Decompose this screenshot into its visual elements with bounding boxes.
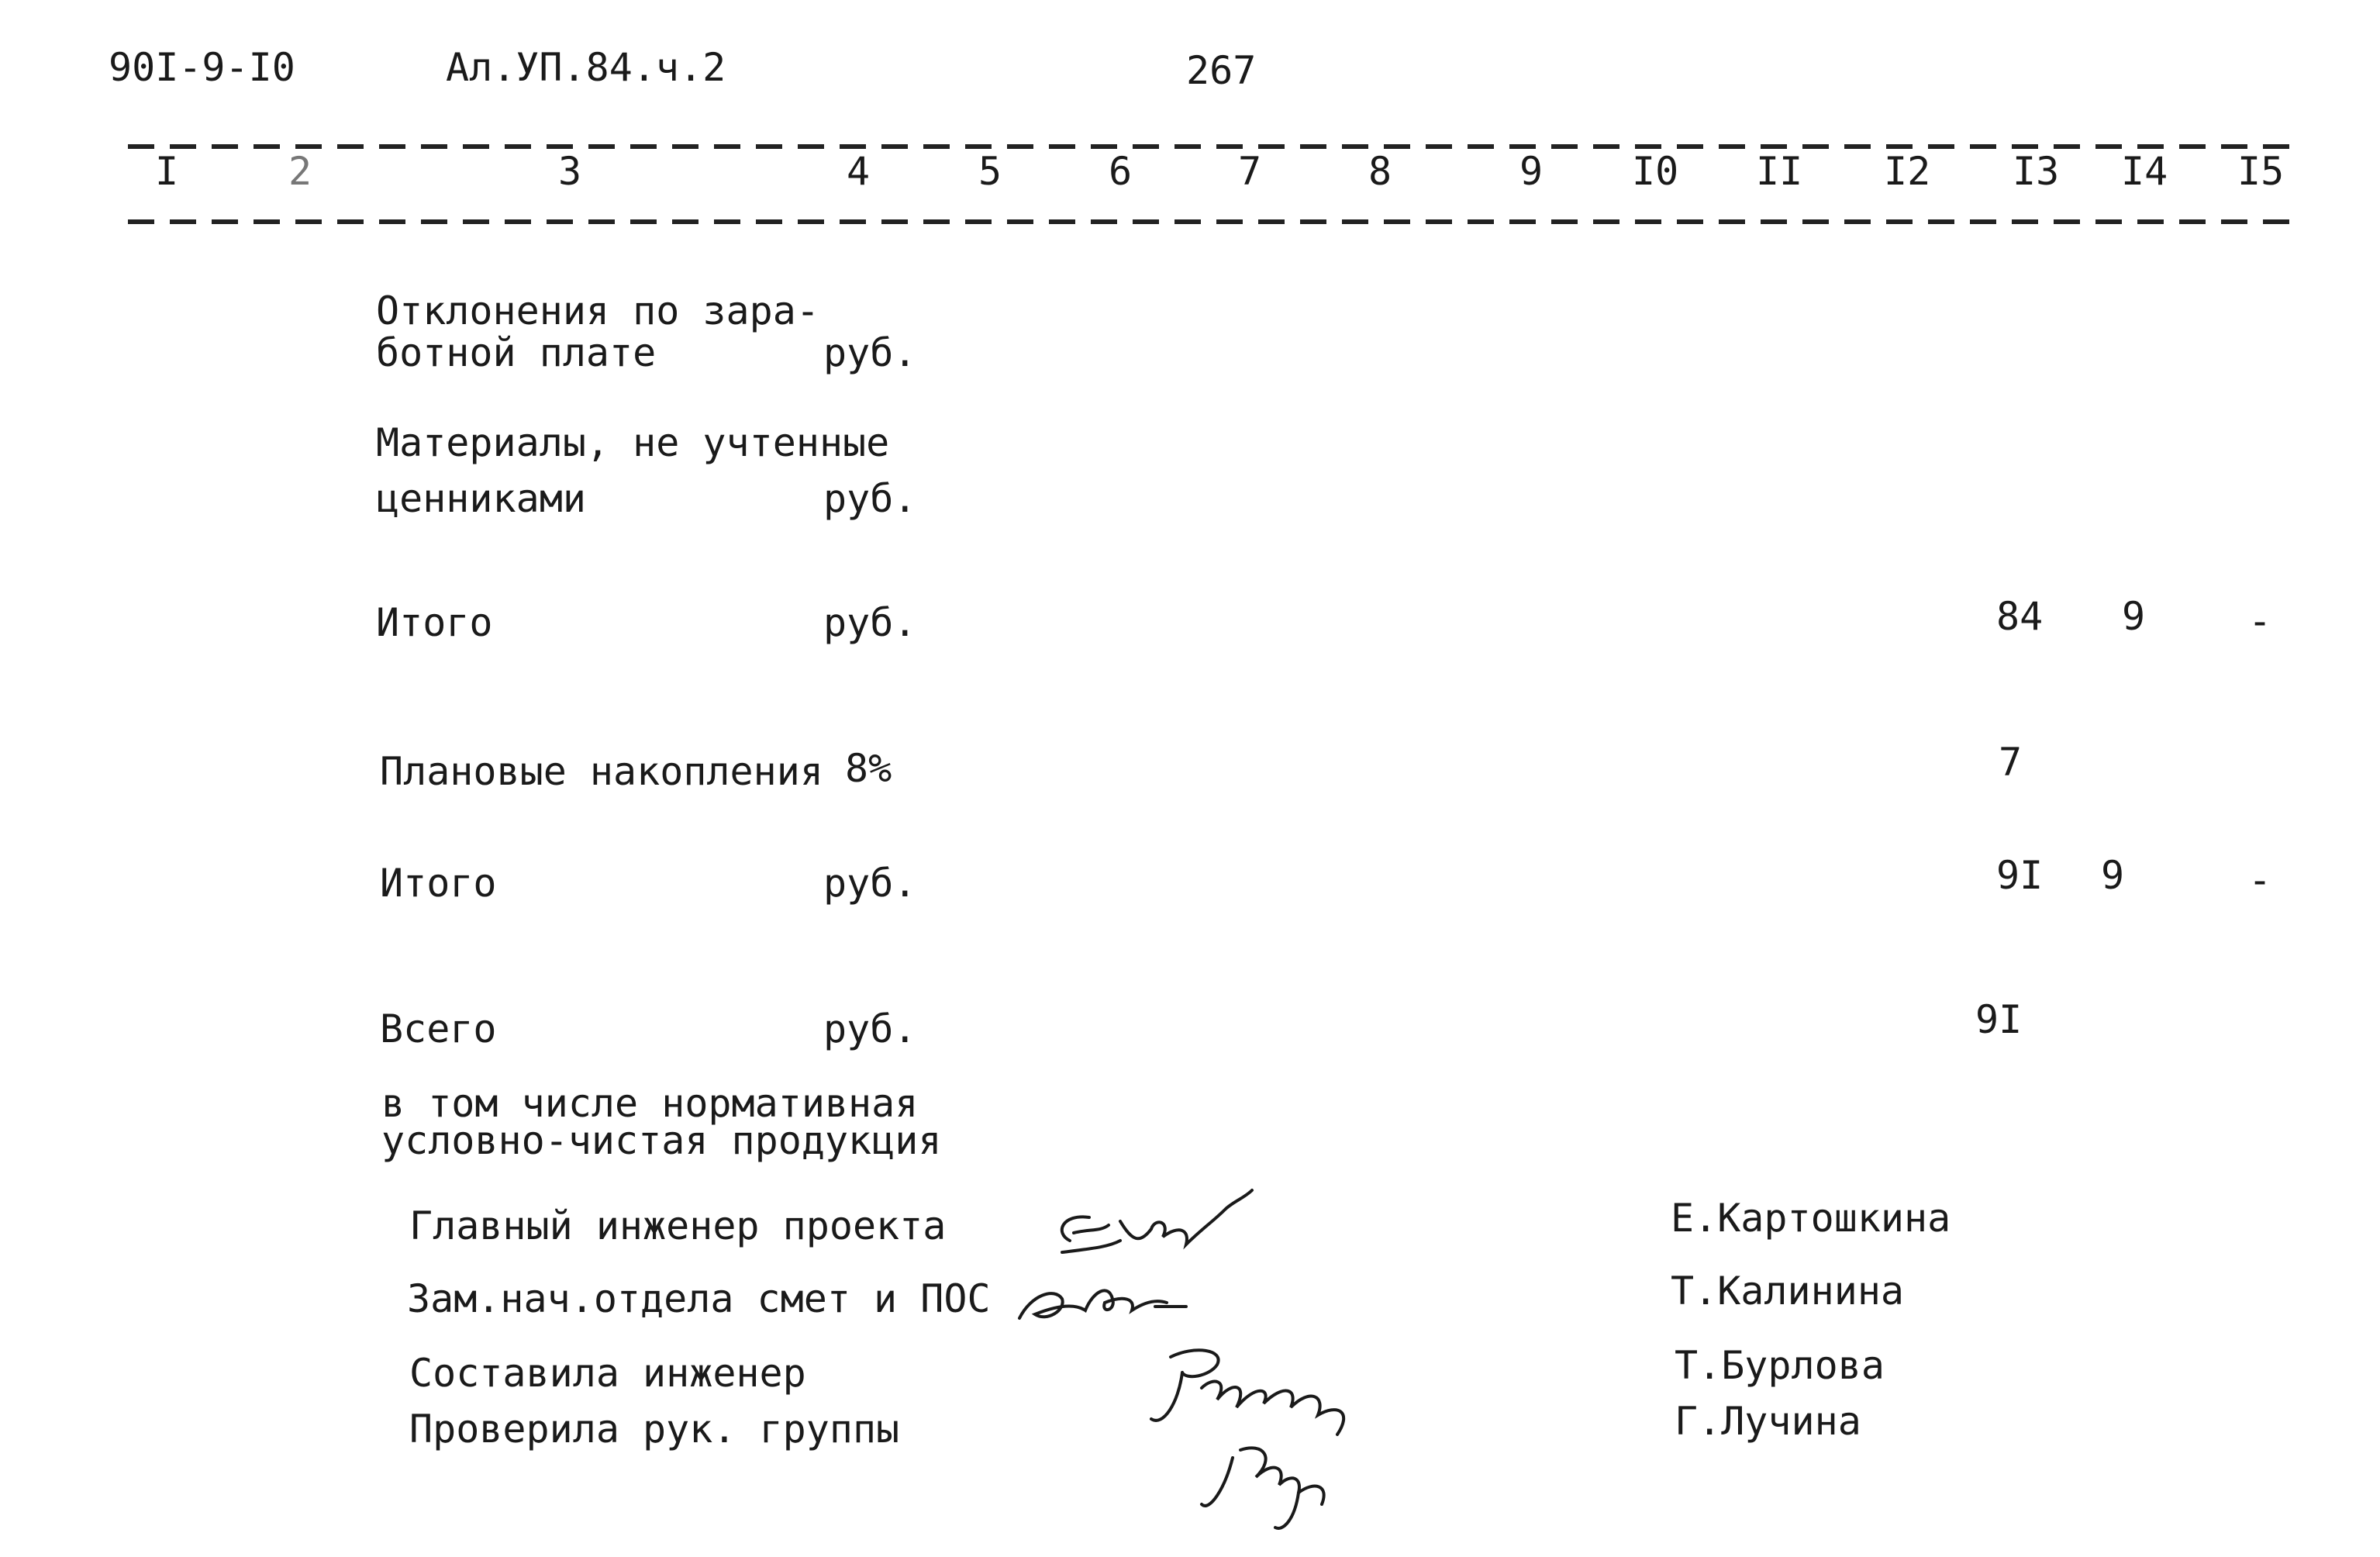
- signature-role-compiled-by: Составила инженер: [409, 1351, 806, 1396]
- row-5-col14-value: 9: [2101, 853, 2125, 898]
- row-5-unit: руб.: [823, 861, 917, 906]
- signature-person-deputy-head: Т.Калинина: [1671, 1269, 1905, 1314]
- handwritten-signature-deputy-head: [1008, 1268, 1194, 1338]
- row-5-col15-value: -: [2248, 858, 2272, 903]
- row-4-unit: 8%: [845, 746, 892, 791]
- row-3-col13-value: 84: [1996, 594, 2044, 639]
- album-reference: Ал.УП.84.ч.2: [446, 45, 726, 90]
- column-header-3: 3: [558, 149, 582, 194]
- signature-role-chief-engineer: Главный инженер проекта: [409, 1203, 947, 1248]
- row-3-unit: руб.: [823, 600, 917, 645]
- signature-person-compiled-by: Т.Бурлова: [1675, 1343, 1885, 1388]
- handwritten-signature-chief-engineer: [1047, 1186, 1271, 1272]
- row-4-name: Плановые накопления: [380, 749, 823, 794]
- column-header-10: I0: [1632, 149, 1679, 194]
- column-header-4: 4: [847, 149, 871, 194]
- document-code: 90I-9-I0: [109, 45, 295, 90]
- column-header-13: I3: [2013, 149, 2060, 194]
- row-2-unit: руб.: [823, 476, 917, 521]
- column-header-6: 6: [1109, 149, 1133, 194]
- row-3-col15-value: -: [2248, 599, 2272, 644]
- signature-person-chief-engineer: Е.Картошкина: [1671, 1196, 1951, 1241]
- row-2-name-line-1: Материалы, не учтенные: [376, 420, 890, 465]
- column-header-12: I2: [1884, 149, 1931, 194]
- column-header-9: 9: [1519, 149, 1544, 194]
- row-7-name-line-2: условно-чистая продукция: [381, 1118, 942, 1163]
- column-header-11: II: [1756, 149, 1803, 194]
- column-header-2: 2: [288, 149, 312, 194]
- handwritten-signature-compiled-and-checked: [1140, 1341, 1372, 1535]
- signature-role-deputy-head: Зам.нач.отдела смет и ПОС: [407, 1276, 991, 1321]
- row-1-unit: руб.: [823, 330, 917, 375]
- row-1-name-line-2: ботной плате: [376, 330, 657, 375]
- row-5-col13-value: 9I: [1996, 853, 2044, 898]
- row-2-name-line-2: ценниками: [376, 476, 586, 521]
- column-header-5: 5: [978, 149, 1002, 194]
- column-header-14: I4: [2121, 149, 2168, 194]
- row-6-unit: руб.: [823, 1006, 917, 1051]
- column-header-15: I5: [2237, 149, 2285, 194]
- row-7-name-line-1: в том числе нормативная: [381, 1081, 919, 1126]
- signature-person-checked-by: Г.Лучина: [1675, 1399, 1861, 1444]
- column-header-8: 8: [1368, 149, 1392, 194]
- row-4-col13-value: 7: [1999, 740, 2023, 785]
- row-3-col14-value: 9: [2122, 594, 2146, 639]
- signature-role-checked-by: Проверила рук. группы: [409, 1407, 900, 1452]
- row-3-name: Итого: [376, 600, 493, 645]
- dashed-rule-top: [128, 144, 2302, 149]
- row-6-name: Всего: [380, 1006, 497, 1051]
- column-header-7: 7: [1238, 149, 1262, 194]
- column-header-1: I: [155, 149, 179, 194]
- row-5-name: Итого: [380, 861, 497, 906]
- page-number: 267: [1186, 48, 1257, 93]
- row-6-col13-value: 9I: [1975, 997, 2023, 1042]
- row-1-name-line-1: Отклонения по зара-: [376, 288, 819, 333]
- dashed-rule-bottom: [128, 219, 2302, 224]
